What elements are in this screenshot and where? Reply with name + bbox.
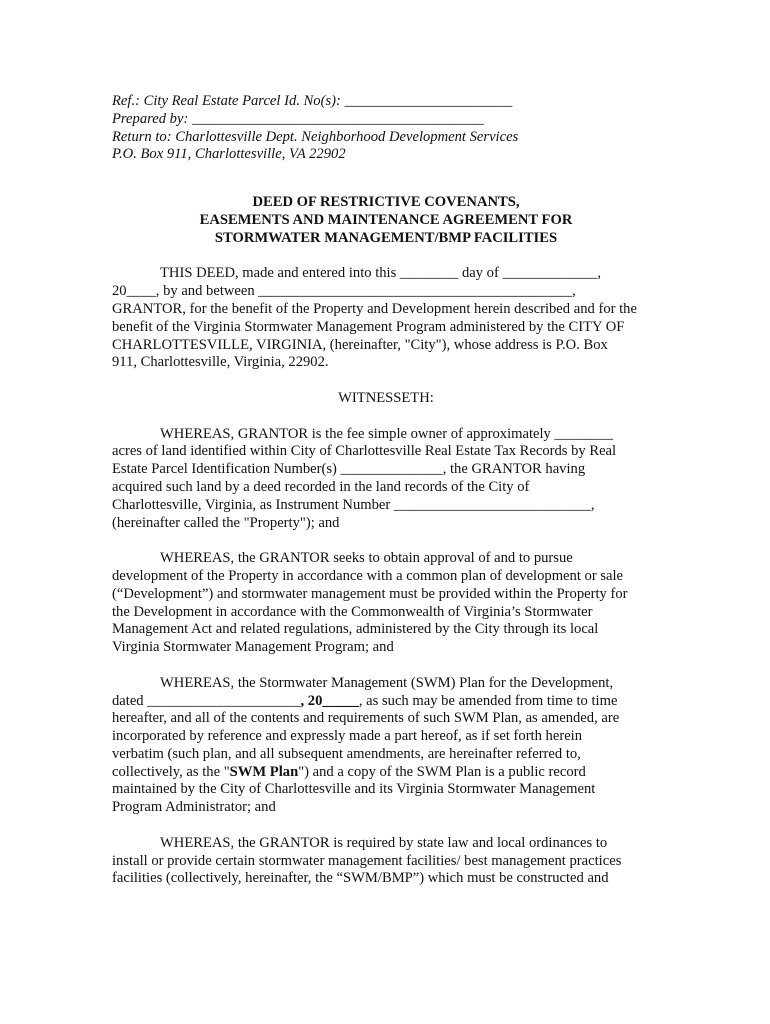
paragraph-line: WHEREAS, the Stormwater Management (SWM) Plan for the Development, — [160, 674, 614, 691]
return-to-line: Return to: Charlottesville Dept. Neighborhood Development Services — [112, 128, 519, 145]
paragraph-line: Management Act and related regulations, administered by the City through its local — [112, 621, 599, 638]
title-line-3: STORMWATER MANAGEMENT/BMP FACILITIES — [214, 229, 558, 246]
title-line-1: DEED OF RESTRICTIVE COVENANTS, — [252, 194, 520, 211]
intro-paragraph — [112, 265, 660, 372]
paragraph-line: verbatim (such plan, and all subsequent amendments, are hereinafter referred to, — [112, 745, 581, 762]
dated-blank: dated _____________________ — [112, 692, 301, 709]
prepared-by-line: Prepared by: ________________________________________ — [112, 110, 484, 127]
paragraph-line: WHEREAS, GRANTOR is the fee simple owner of approximately ________ — [160, 425, 613, 442]
paragraph-line: the Development in accordance with the Commonwealth of Virginia’s Stormwater — [112, 603, 593, 620]
paragraph-line — [112, 693, 660, 711]
intro-line: benefit of the Virginia Stormwater Management Program administered by the CITY OF — [112, 318, 625, 335]
paragraph-line: acres of land identified within City of Charlottesville Real Estate Tax Records by Real — [112, 443, 617, 460]
paragraph-line: facilities (collectively, hereinafter, the “SWM/BMP”) which must be constructed and — [112, 870, 609, 887]
paragraph-line: (hereinafter called the "Property"); and — [112, 514, 340, 531]
title-line-2: EASEMENTS AND MAINTENANCE AGREEMENT FOR — [199, 211, 573, 228]
intro-line: GRANTOR, for the benefit of the Property and Development herein described and for the — [112, 300, 637, 317]
paragraph-line: Estate Parcel Identification Number(s) ______________, the GRANTOR having — [112, 461, 586, 478]
parcel-ref-line: Ref.: City Real Estate Parcel Id. No(s): _______________________ — [112, 93, 513, 109]
whereas-paragraph-3 — [112, 675, 660, 817]
amended-text: , as such may be amended from time to time — [358, 692, 618, 709]
paragraph-line: WHEREAS, the GRANTOR is required by state law and local ordinances to — [160, 834, 608, 851]
paragraph-line: Charlottesville, Virginia, as Instrument Number ___________________________, — [112, 496, 595, 513]
recording-header — [112, 93, 660, 164]
public-record-text: ") and a copy of the SWM Plan is a public record — [298, 763, 586, 780]
paragraph-line — [112, 764, 660, 782]
document-title — [112, 194, 660, 247]
paragraph-line: WHEREAS, the GRANTOR seeks to obtain approval of and to pursue — [160, 550, 573, 567]
intro-line: THIS DEED, made and entered into this ________ day of _____________, — [160, 265, 601, 282]
paragraph-line: hereafter, and all of the contents and requirements of such SWM Plan, as amended, are — [112, 710, 620, 727]
intro-line: 20____, by and between ___________________________________________, — [112, 283, 576, 300]
paragraph-line: maintained by the City of Charlottesville and its Virginia Stormwater Management — [112, 781, 596, 798]
intro-line: 911, Charlottesville, Virginia, 22902. — [112, 354, 329, 371]
po-box-line: P.O. Box 911, Charlottesville, VA 22902 — [112, 146, 346, 163]
year-blank: , 20_____ — [300, 692, 359, 709]
paragraph-line: incorporated by reference and expressly made a part hereof, as if set forth herein — [112, 728, 583, 745]
witnesseth-heading: WITNESSETH: — [338, 389, 434, 406]
paragraph-line: (“Development”) and stormwater management must be provided within the Property for — [112, 585, 628, 602]
intro-line: CHARLOTTESVILLE, VIRGINIA, (hereinafter, "City"), whose address is P.O. Box — [112, 336, 608, 353]
paragraph-line: install or provide certain stormwater management facilities/ best management practices — [112, 852, 622, 869]
document-body — [112, 93, 660, 888]
whereas-paragraph-1 — [112, 426, 660, 533]
paragraph-line: Program Administrator; and — [112, 799, 276, 816]
whereas-paragraph-4 — [112, 835, 660, 888]
swm-plan-term: SWM Plan — [229, 763, 299, 780]
paragraph-line: development of the Property in accordance with a common plan of development or sale — [112, 567, 624, 584]
whereas-paragraph-2 — [112, 550, 660, 657]
paragraph-line: acquired such land by a deed recorded in the land records of the City of — [112, 478, 530, 495]
paragraph-line: Virginia Stormwater Management Program; and — [112, 639, 394, 656]
collectively-text: collectively, as the " — [112, 763, 230, 780]
